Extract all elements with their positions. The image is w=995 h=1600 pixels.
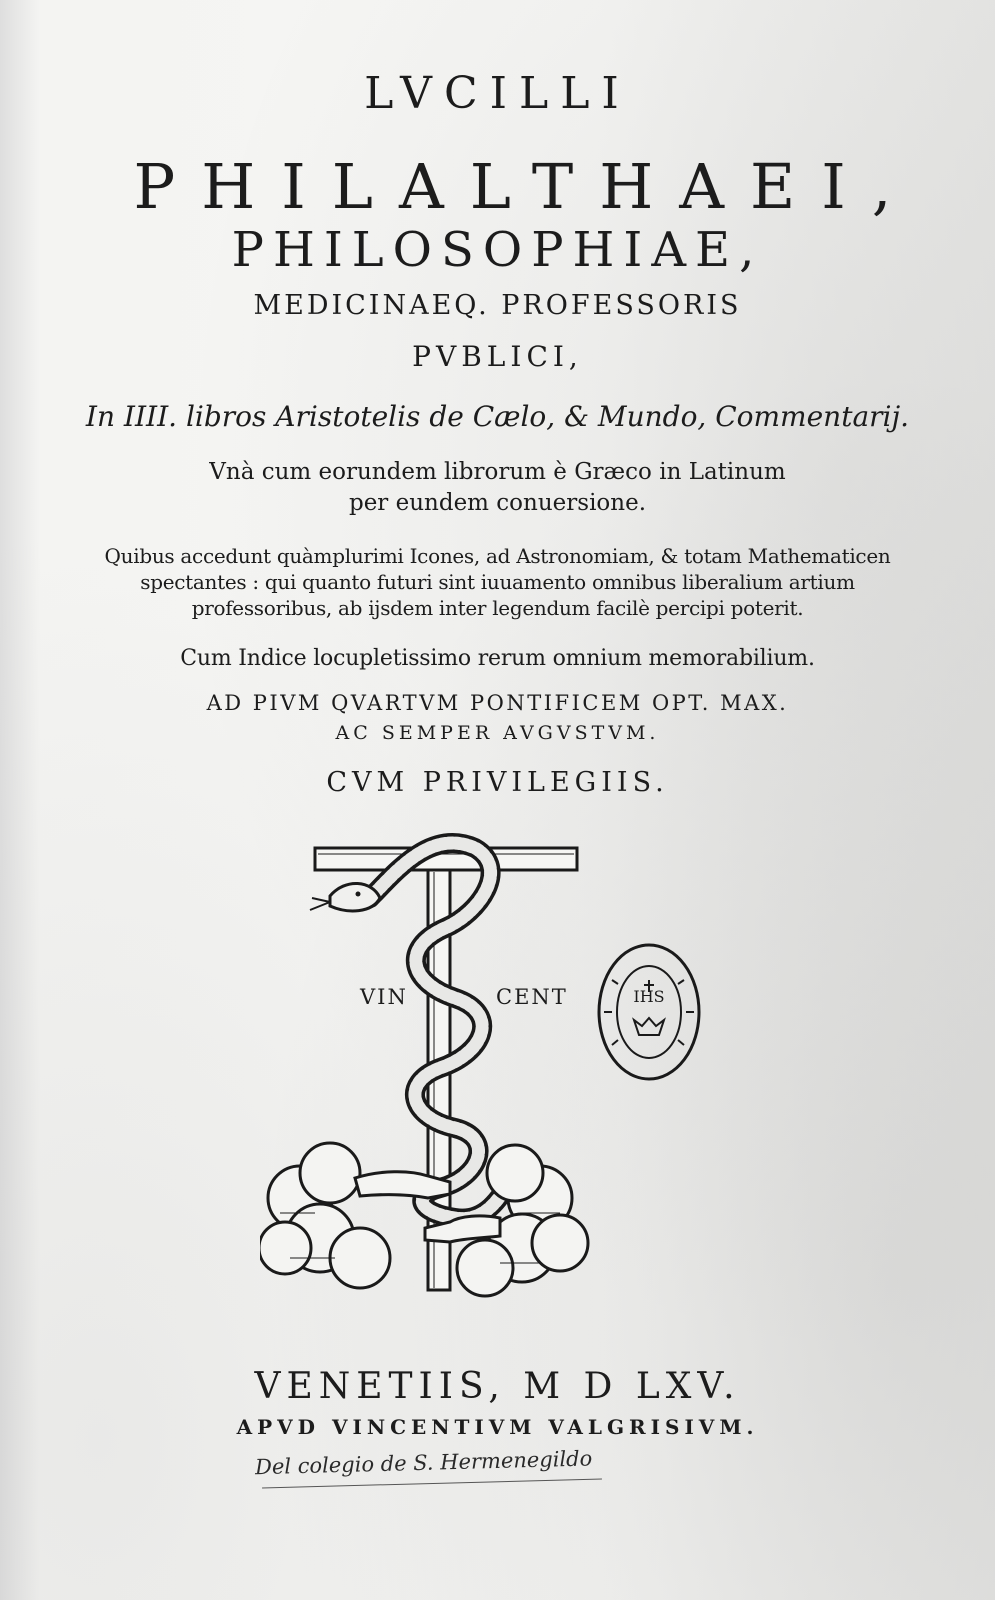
imprint-place-date: VENETIIS, M D LXV. bbox=[254, 1366, 741, 1407]
translation-note-line-1: Vnà cum eorundem librorum è Græco in Latinum bbox=[209, 459, 786, 485]
description-line-2: spectantes : qui quanto futuri sint iuuamento omnibus liberalium artium bbox=[140, 570, 855, 594]
serpent-on-tau-cross-icon bbox=[260, 818, 600, 1330]
translation-note-line-2: per eundem conuersione. bbox=[348, 490, 647, 516]
author-title-medicine: MEDICINAEQ. PROFESSORIS bbox=[253, 290, 742, 321]
author-first-name: LVCILLI bbox=[364, 68, 631, 119]
author-title-public: PVBLICI, bbox=[412, 340, 583, 373]
author-last-name: PHILALTHAEI, bbox=[133, 150, 918, 223]
privilege-line: CVM PRIVILEGIIS. bbox=[326, 767, 669, 798]
handwritten-ownership-note: Del colegio de S. Hermenegildo bbox=[254, 1446, 593, 1480]
dedication-line-1: AD PIVM QVARTVM PONTIFICEM OPT. MAX. bbox=[206, 691, 789, 715]
index-note: Cum Indice locupletissimo rerum omnium memorabilium. bbox=[180, 646, 815, 671]
imprint-printer: APVD VINCENTIVM VALGRISIVM. bbox=[236, 1415, 759, 1439]
description-line-3: professoribus, ab ijsdem inter legendum facilè percipi poterit. bbox=[191, 596, 804, 620]
library-stamp-icon bbox=[594, 940, 704, 1085]
handwritten-underline bbox=[262, 1479, 602, 1489]
device-motto-left: VIN bbox=[360, 985, 408, 1009]
dedication-line-2: AC SEMPER AVGVSTVM. bbox=[335, 722, 660, 744]
book-subtitle: In IIII. libros Aristotelis de Cælo, & Mundo, Commentarij. bbox=[85, 400, 910, 433]
device-motto-right: CENT bbox=[496, 985, 568, 1009]
description-line-1: Quibus accedunt quàmplurimi Icones, ad Astronomiam, & totam Mathematicen bbox=[104, 544, 891, 568]
svg-text:IHS: IHS bbox=[633, 987, 665, 1006]
author-title-philosophy: PHILOSOPHIAE, bbox=[231, 222, 764, 278]
